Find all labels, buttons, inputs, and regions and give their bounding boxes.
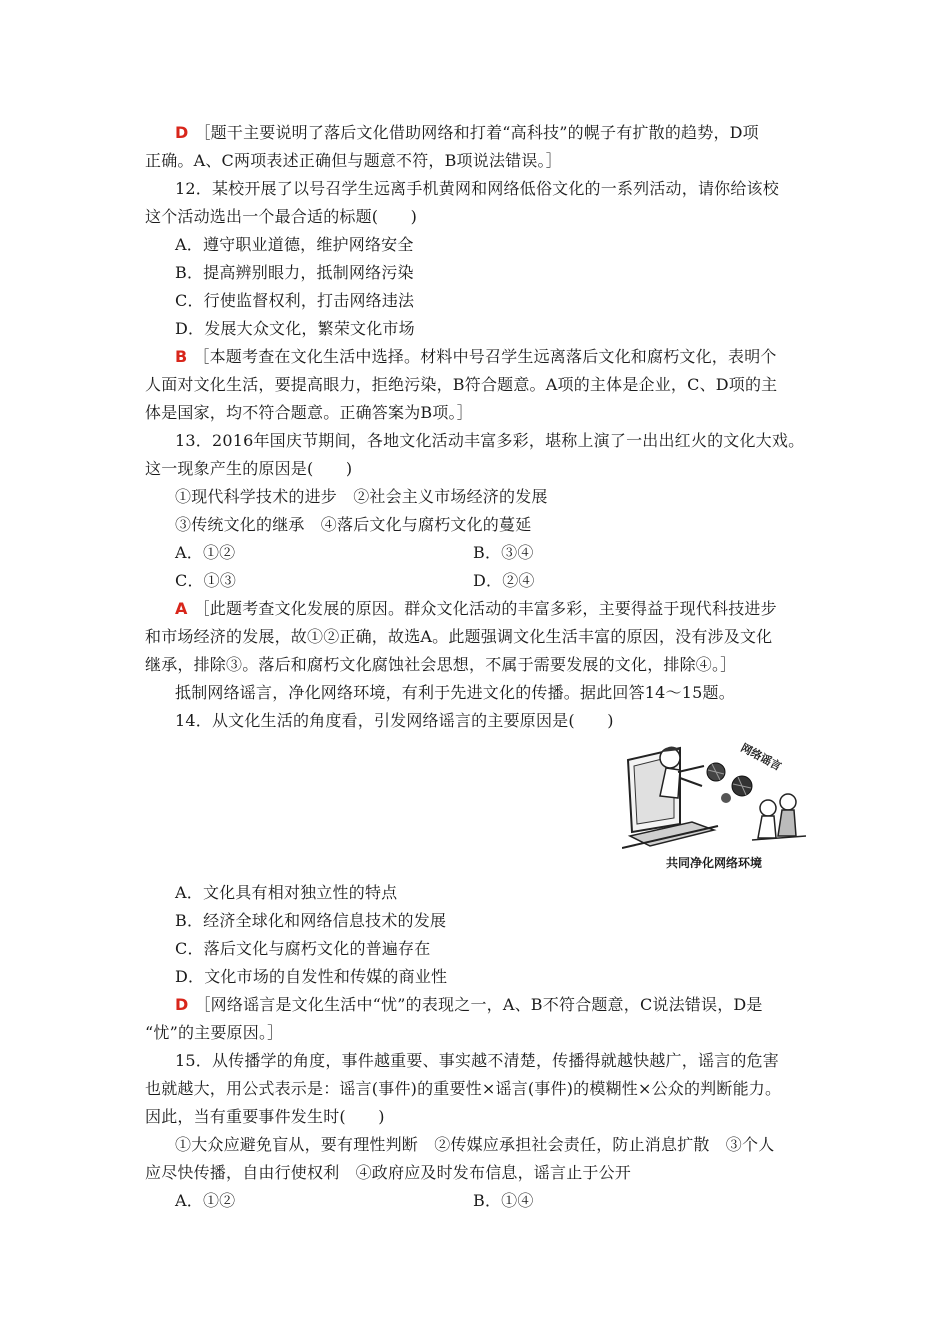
- cartoon-figure: [622, 736, 806, 878]
- option-c: C．行使监督权利，打击网络违法: [175, 291, 415, 310]
- option-a: A．①②: [175, 543, 236, 562]
- answer-line: 和市场经济的发展，故①②正确，故选A。此题强调文化生活丰富的原因，没有涉及文化: [145, 627, 773, 646]
- option-b: B．提高辨别眼力，抵制网络污染: [175, 263, 414, 282]
- statement-items: 应尽快传播，自由行使权利 ④政府应及时发布信息，谣言止于公开: [145, 1163, 632, 1182]
- option-d: D．文化市场的自发性和传媒的商业性: [175, 967, 448, 986]
- option-d: D．发展大众文化，繁荣文化市场: [175, 319, 415, 338]
- answer-line: 人面对文化生活，要提高眼力，拒绝污染，B符合题意。A项的主体是企业，C、D项的主: [145, 375, 778, 394]
- answer-text: ［此题考查文化发展的原因。群众文化活动的丰富多彩，主要得益于现代科技进步: [193, 599, 777, 618]
- question-stem: 13．2016年国庆节期间，各地文化活动丰富多彩，堪称上演了一出出红火的文化大戏。: [175, 431, 805, 450]
- option-d: D．②④: [473, 571, 535, 590]
- statement-items: ①现代科学技术的进步 ②社会主义市场经济的发展: [175, 487, 548, 506]
- answer-line: “忧”的主要原因。］: [145, 1023, 284, 1042]
- answer-letter: D: [175, 123, 189, 142]
- option-b: B．①④: [473, 1191, 534, 1210]
- question-stem: 15．从传播学的角度，事件越重要、事实越不清楚，传播得就越快越广，谣言的危害: [175, 1051, 779, 1070]
- question-stem: 12．某校开展了以号召学生远离手机黄网和网络低俗文化的一系列活动，请你给该校: [175, 179, 779, 198]
- option-a: A．文化具有相对独立性的特点: [175, 883, 398, 902]
- option-a: A．①②: [175, 1191, 236, 1210]
- answer-line: [175, 598, 777, 620]
- option-b: B．③④: [473, 543, 534, 562]
- option-a: A．遵守职业道德，维护网络安全: [175, 235, 414, 254]
- answer-line: 继承，排除③。落后和腐朽文化腐蚀社会思想，不属于需要发展的文化，排除④。］: [145, 655, 737, 674]
- cartoon-illustration: [622, 736, 806, 854]
- option-b: B．经济全球化和网络信息技术的发展: [175, 911, 447, 930]
- figure-caption: 共同净化网络环境: [665, 856, 762, 870]
- answer-text: ［题干主要说明了落后文化借助网络和打着“高科技”的幌子有扩散的趋势，D项: [194, 123, 759, 142]
- option-c: C．①③: [175, 571, 237, 590]
- answer-line: 体是国家，均不符合题意。正确答案为B项。］: [145, 403, 473, 422]
- answer-line: 正确。A、C两项表述正确但与题意不符，B项说法错误。］: [145, 151, 562, 170]
- question-stem: 14．从文化生活的角度看，引发网络谣言的主要原因是( ): [175, 711, 614, 730]
- figure-sign-text: 网络谣言: [738, 741, 784, 774]
- group-intro: 抵制网络谣言，净化网络环境，有利于先进文化的传播。据此回答14～15题。: [175, 683, 735, 702]
- question-stem: 这一现象产生的原因是( ): [145, 459, 353, 478]
- answer-line: [175, 994, 763, 1016]
- answer-letter: B: [175, 347, 188, 366]
- answer-line: [175, 346, 777, 368]
- answer-letter: A: [175, 599, 188, 618]
- question-stem: 也就越大，用公式表示是：谣言(事件)的重要性×谣言(事件)的模糊性×公众的判断能力。: [145, 1079, 782, 1098]
- statement-items: ③传统文化的继承 ④落后文化与腐朽文化的蔓延: [175, 515, 532, 534]
- answer-text: ［本题考查在文化生活中选择。材料中号召学生远离落后文化和腐朽文化，表明个: [193, 347, 777, 366]
- answer-text: ［网络谣言是文化生活中“忧”的表现之一，A、B不符合题意，C说法错误，D是: [194, 995, 763, 1014]
- option-c: C．落后文化与腐朽文化的普遍存在: [175, 939, 431, 958]
- answer-letter: D: [175, 995, 189, 1014]
- statement-items: ①大众应避免盲从，要有理性判断 ②传媒应承担社会责任，防止消息扩散 ③个人: [175, 1135, 775, 1154]
- question-stem: 因此，当有重要事件发生时( ): [145, 1107, 385, 1126]
- question-stem: 这个活动选出一个最合适的标题( ): [145, 207, 418, 226]
- answer-line: [175, 122, 759, 144]
